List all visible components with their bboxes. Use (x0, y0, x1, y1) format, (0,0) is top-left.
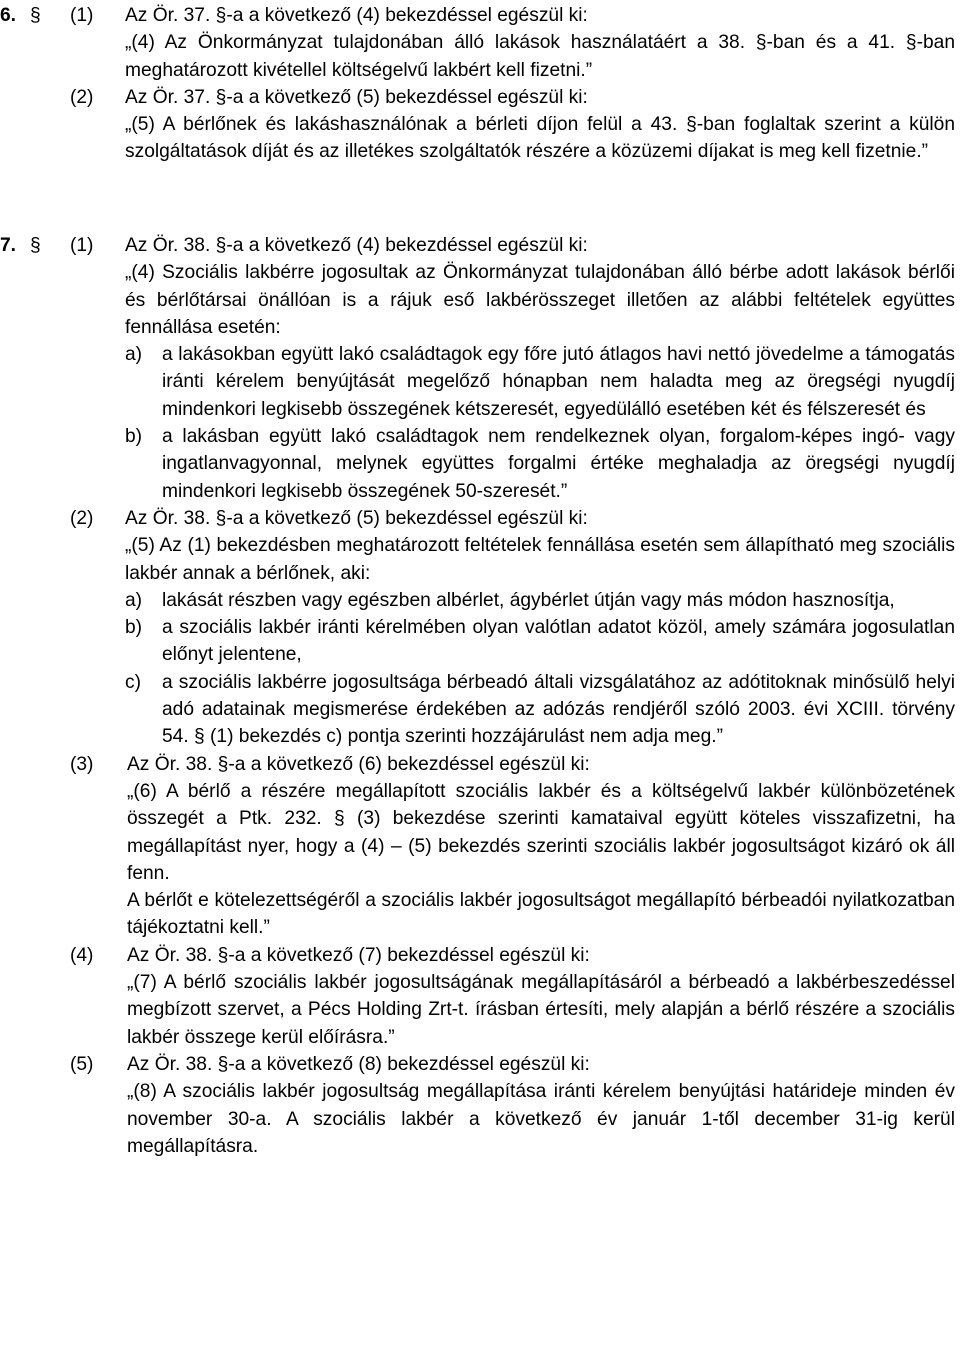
subpoint-b (125, 614, 955, 669)
paragraph-quote: „(6) A bérlő a részére megállapított szociális lakbér és a költségelvű lakbér különbözetének összegét a Ptk. 232. § (3) bekezdése szerinti kamataival együtt köteles visszafizetni, ha megállapítást nyer, hogy a (4) – (5) bekezdés szerinti szociális lakbér jogosultságot kizáró ok áll fenn. (127, 780, 955, 884)
subpoint-text: a szociális lakbérre jogosultsága bérbeadó általi vizsgálatához az adótitoknak minősülő helyi adó adatainak megismerése érdekében az adózás rendjéről szóló 2003. évi XCIII. törvény 54. § (1) bekezdés c) pontja szerinti hozzájárulást nem adja meg.” (162, 671, 955, 748)
paragraph-intro: Az Ör. 38. §-a a következő (6) bekezdéssel egészül ki: (127, 753, 590, 775)
paragraph-6-1 (0, 2, 960, 84)
subpoint-label: b) (125, 617, 143, 639)
subpoint-label: a) (125, 344, 143, 366)
paragraph-extra: A bérlőt e kötelezettségéről a szociális lakbér jogosultságot megállapító bérbeadói nyilatkozatban tájékoztatni kell.” (127, 890, 955, 939)
paragraph-7-5 (0, 1051, 960, 1160)
subpoint-text: a lakásban együtt lakó családtagok nem rendelkeznek olyan, forgalom-képes ingó- vagy ingatlanvagyonnal, melynek együttes forgalmi értéke meghaladja az öregségi nyugdíj mindenkori legkisebb összegének 50-szeresét.” (162, 426, 955, 502)
paragraph-number: (2) (70, 507, 94, 529)
section-sign: § (30, 5, 41, 26)
section-6 (0, 2, 960, 166)
paragraph-quote: „(8) A szociális lakbér jogosultság megállapítása iránti kérelem benyújtási határideje minden év november 30-a. A szociális lakbér a következő év január 1-től december 31-ig kerül megállapításra. (127, 1081, 955, 1157)
paragraph-intro: Az Ör. 38. §-a a következő (7) bekezdéssel egészül ki: (127, 944, 590, 966)
paragraph-number: (1) (70, 235, 94, 256)
subpoint-text: lakását részben vagy egészben albérlet, ágybérlet útján vagy más módon hasznosítja, (162, 589, 895, 611)
subpoint-c (125, 669, 955, 751)
paragraph-6-2 (0, 84, 960, 166)
subpoint-text: a lakásokban együtt lakó családtagok egy főre jutó átlagos havi nettó jövedelme a támogatás iránti kérelem benyújtását megelőző hónapban nem haladta meg az öregségi nyugdíj mindenkori legkisebb összegének kétszeresét, egyedülálló esetében két és félszeresét és (162, 344, 955, 420)
paragraph-number: (4) (70, 944, 94, 966)
subpoint-a (125, 587, 955, 614)
paragraph-quote: „(4) Szociális lakbérre jogosultak az Önkormányzat tulajdonában álló bérbe adott lakások bérlői és bérlőtársai önállóan is a rájuk eső lakbérösszeget illetően az alábbi feltételek együttes fennállása esetén: (125, 262, 955, 338)
section-sign: § (30, 235, 41, 256)
subpoint-b (125, 423, 955, 505)
paragraph-number: (2) (70, 86, 94, 108)
paragraph-number: (3) (70, 753, 94, 775)
paragraph-quote: „(7) A bérlő szociális lakbér jogosultságának megállapításáról a bérbeadó a lakbérbeszedéssel megbízott szervet, a Pécs Holding Zrt-t. írásban értesíti, mely alapján a bérlő részére a szociális lakbér összege kerül előírásra.” (127, 972, 955, 1048)
subpoint-a (125, 341, 955, 423)
paragraph-7-4 (0, 942, 960, 1051)
paragraph-quote: „(5) Az (1) bekezdésben meghatározott feltételek fennállása esetén sem állapítható meg szociális lakbér annak a bérlőnek, aki: (125, 535, 955, 584)
paragraph-number: (1) (70, 5, 94, 26)
paragraph-7-1 (0, 232, 960, 505)
paragraph-quote: „(5) A bérlőnek és lakáshasználónak a bérleti díjon felül a 43. §-ban foglaltak szerint a külön szolgáltatások díját és az illetékes szolgáltatók részére a közüzemi díjakat is meg kell fizetnie.” (125, 114, 955, 163)
subpoint-label: a) (125, 589, 143, 611)
section-7 (0, 232, 960, 1160)
paragraph-intro: Az Ör. 37. §-a a következő (4) bekezdéssel egészül ki: (125, 5, 588, 26)
paragraph-number: (5) (70, 1053, 94, 1075)
paragraph-intro: Az Ör. 38. §-a a következő (4) bekezdéssel egészül ki: (125, 235, 588, 256)
paragraph-7-3 (0, 751, 960, 942)
subpoint-text: a szociális lakbér iránti kérelmében olyan valótlan adatot közöl, amely számára jogosulatlan előnyt jelentene, (162, 617, 955, 666)
paragraph-intro: Az Ör. 37. §-a a következő (5) bekezdéssel egészül ki: (125, 86, 588, 108)
section-number: 6. (0, 5, 17, 26)
paragraph-quote: „(4) Az Önkormányzat tulajdonában álló lakások használatáért a 38. §-ban és a 41. §-ban meghatározott kivétellel költségelvű lakbért kell fizetni.” (125, 32, 955, 81)
paragraph-intro: Az Ör. 38. §-a a következő (8) bekezdéssel egészül ki: (127, 1053, 590, 1075)
section-number: 7. (0, 235, 17, 256)
subpoint-label: c) (125, 671, 141, 693)
paragraph-intro: Az Ör. 38. §-a a következő (5) bekezdéssel egészül ki: (125, 507, 588, 529)
paragraph-7-2 (0, 505, 960, 751)
subpoint-label: b) (125, 426, 143, 448)
